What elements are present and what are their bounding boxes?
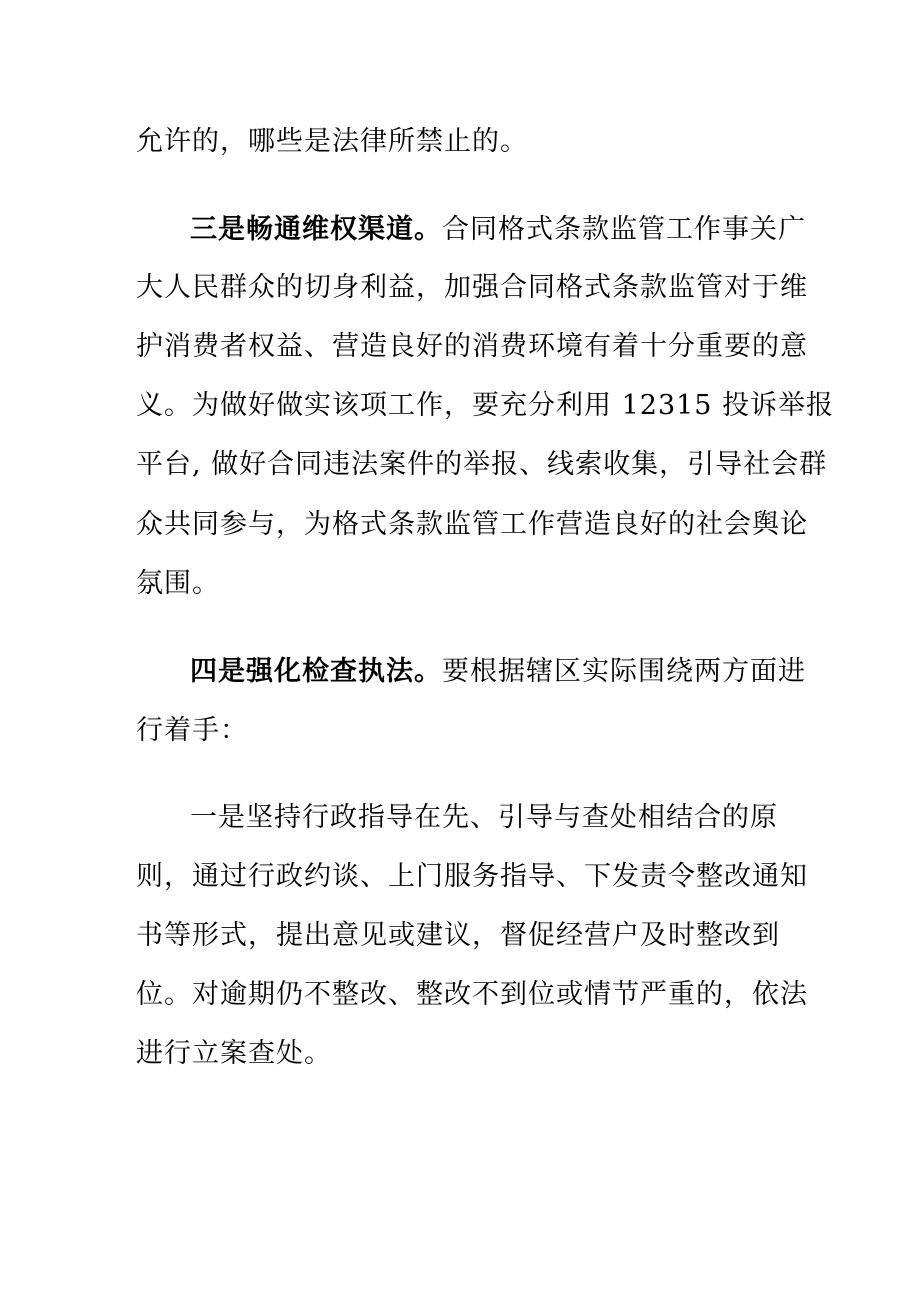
text: 则，通过行政约谈、上门服务指导、下发责令整改通知 (136, 861, 808, 892)
paragraph-line (190, 800, 778, 836)
paragraph-line (136, 859, 808, 895)
paragraph-line (136, 713, 248, 749)
paragraph-line (136, 270, 808, 306)
paragraph-line (190, 212, 806, 248)
text: 要根据辖区实际围绕两方面进 (442, 656, 806, 687)
paragraph-line (136, 124, 528, 160)
paragraph-line (190, 654, 806, 690)
paragraph-line (136, 507, 808, 543)
text: 一是坚持行政指导在先、引导与查处相结合的原 (190, 802, 778, 833)
text: 行着手： (136, 715, 248, 746)
text: 氛围。 (136, 568, 220, 599)
paragraph-line (136, 447, 827, 483)
text: 平台, 做好合同违法案件的举报、线索收集，引导社会群 (136, 449, 828, 480)
text: 书等形式，提出意见或建议，督促经营户及时整改到 (136, 920, 780, 951)
paragraph-line (136, 1036, 332, 1072)
paragraph-lead: 四是强化检查执法。 (190, 656, 442, 687)
paragraph-line (136, 329, 808, 365)
paragraph-line (136, 388, 834, 424)
text: 位。对逾期仍不整改、整改不到位或情节严重的，依法 (136, 979, 808, 1010)
text: 众共同参与，为格式条款监管工作营造良好的社会舆论 (136, 509, 808, 540)
text: 大人民群众的切身利益，加强合同格式条款监管对于维 (136, 272, 808, 303)
paragraph-lead: 三是畅通维权渠道。 (190, 214, 442, 245)
text: 合同格式条款监管工作事关广 (442, 214, 806, 245)
text: 允许的，哪些是法律所禁止的。 (136, 126, 528, 157)
paragraph-line (136, 918, 780, 954)
paragraph-line (136, 977, 808, 1013)
text: 进行立案查处。 (136, 1038, 332, 1069)
text: 护消费者权益、营造良好的消费环境有着十分重要的意 (136, 331, 808, 362)
text: 义。为做好做实该项工作，要充分利用 12315 投诉举报 (136, 390, 835, 421)
paragraph-line (136, 566, 220, 602)
